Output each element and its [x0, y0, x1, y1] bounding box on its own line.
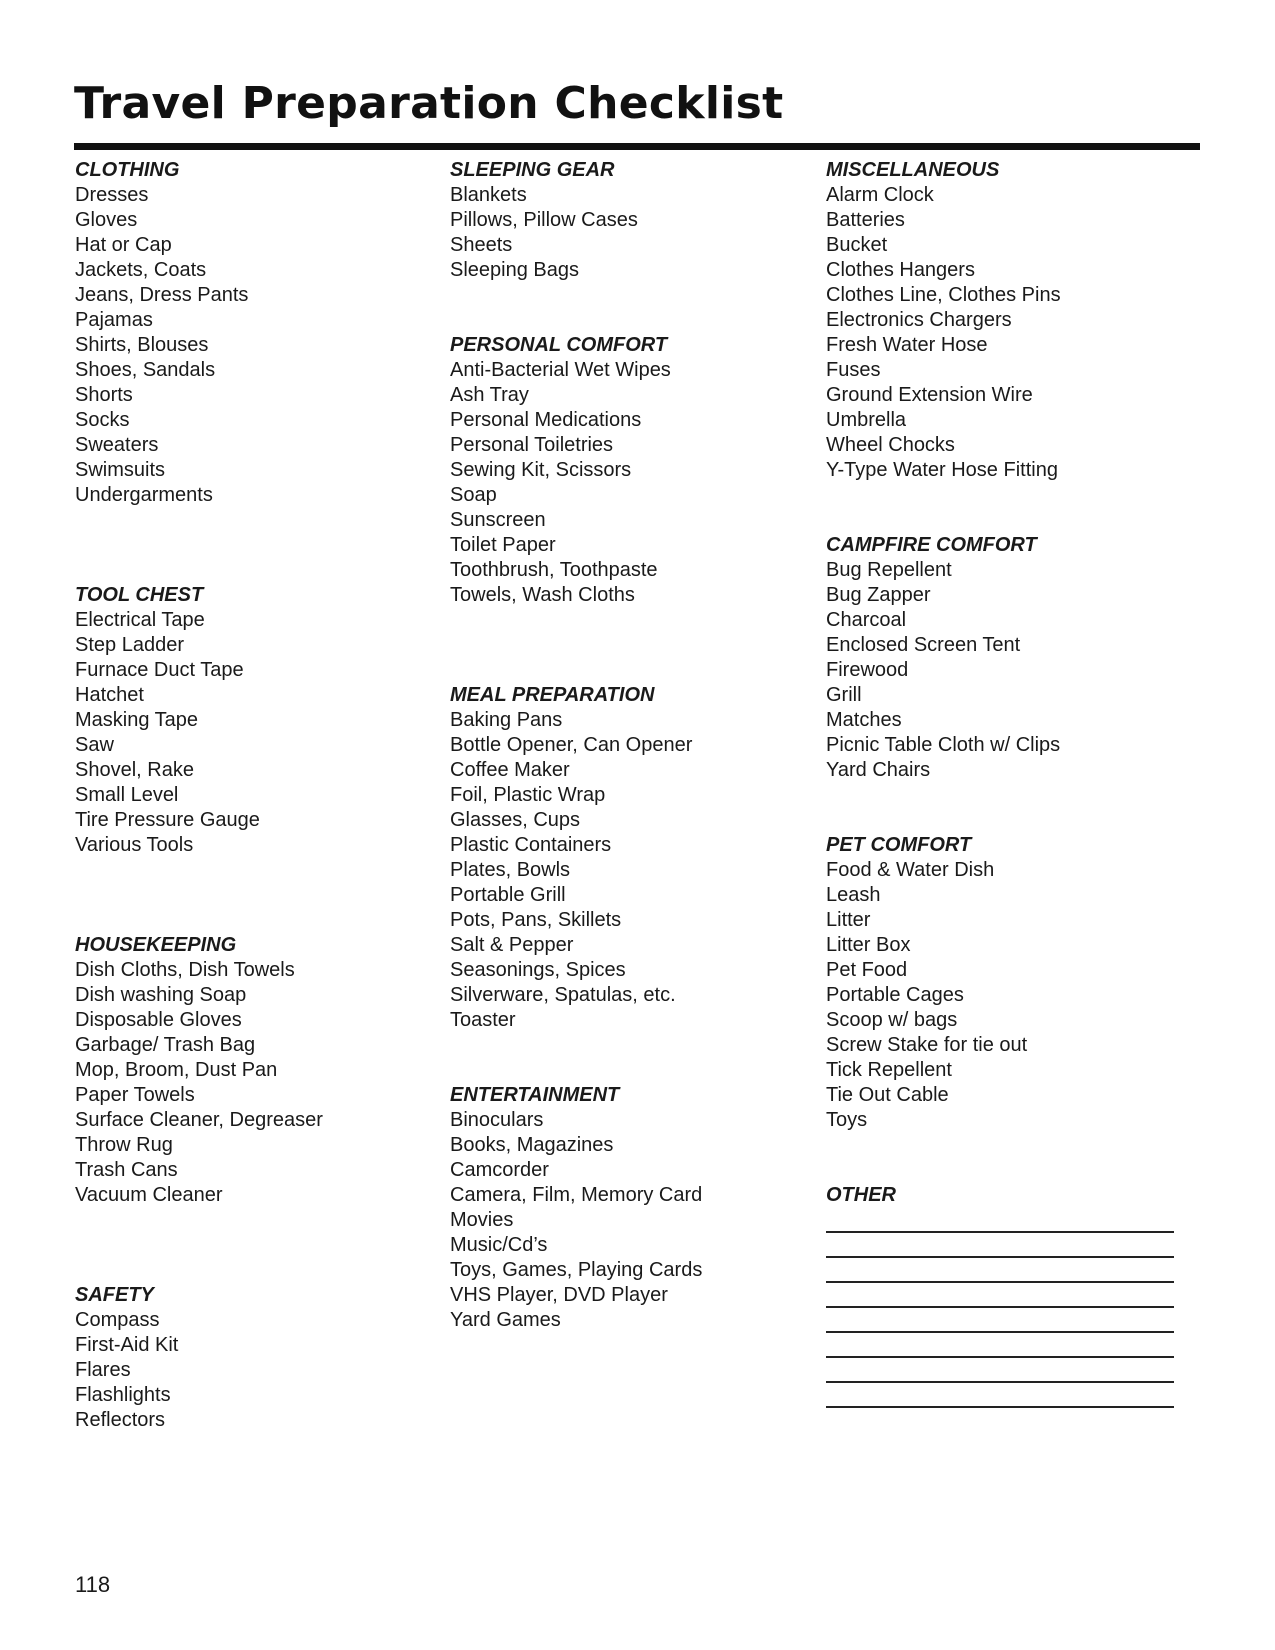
checklist-item: Ground Extension Wire — [826, 384, 1033, 406]
page-number: 118 — [75, 1572, 111, 1597]
checklist-item: Toys — [826, 1109, 868, 1131]
checklist-item: Seasonings, Spices — [450, 959, 626, 981]
section-heading-pet-comfort: PET COMFORT — [826, 834, 972, 856]
section-sleeping-gear — [450, 158, 810, 283]
checklist-item: Jeans, Dress Pants — [75, 284, 249, 306]
checklist-item: Charcoal — [826, 609, 907, 631]
section-housekeeping — [75, 933, 435, 1208]
checklist-item: Swimsuits — [75, 459, 166, 481]
checklist-item: Picnic Table Cloth w/ Clips — [826, 734, 1061, 756]
section-miscellaneous — [826, 158, 1186, 483]
checklist-item: Umbrella — [826, 409, 907, 431]
checklist-item: Furnace Duct Tape — [75, 659, 244, 681]
checklist-item: Plates, Bowls — [450, 859, 571, 881]
checklist-item: Pillows, Pillow Cases — [450, 209, 638, 231]
write-in-line[interactable] — [826, 1233, 1174, 1258]
section-pet-comfort — [826, 833, 1186, 1133]
write-in-line[interactable] — [826, 1283, 1174, 1308]
checklist-item: Sheets — [450, 234, 513, 256]
checklist-item: Clothes Hangers — [826, 259, 975, 281]
checklist-item: Blankets — [450, 184, 527, 206]
checklist-item: Salt & Pepper — [450, 934, 574, 956]
checklist-item: Camera, Film, Memory Card — [450, 1184, 703, 1206]
checklist-item: Towels, Wash Cloths — [450, 584, 635, 606]
checklist-item: Toys, Games, Playing Cards — [450, 1259, 703, 1281]
checklist-item: Flares — [75, 1359, 131, 1381]
checklist-item: Screw Stake for tie out — [826, 1034, 1028, 1056]
checklist-item: Toilet Paper — [450, 534, 556, 556]
checklist-item: Tick Repellent — [826, 1059, 952, 1081]
checklist-item: Sewing Kit, Scissors — [450, 459, 632, 481]
checklist-item: Shorts — [75, 384, 133, 406]
checklist-item: Jackets, Coats — [75, 259, 207, 281]
write-in-line[interactable] — [826, 1383, 1174, 1408]
section-heading-sleeping-gear: SLEEPING GEAR — [450, 159, 615, 181]
checklist-item: Reflectors — [75, 1409, 166, 1431]
checklist-item: Anti-Bacterial Wet Wipes — [450, 359, 671, 381]
checklist-item: Y-Type Water Hose Fitting — [826, 459, 1058, 481]
write-in-line[interactable] — [826, 1333, 1174, 1358]
checklist-item: Toaster — [450, 1009, 516, 1031]
checklist-item: Batteries — [826, 209, 905, 231]
checklist-item: Pet Food — [826, 959, 908, 981]
checklist-item: Tire Pressure Gauge — [75, 809, 260, 831]
checklist-item: Mop, Broom, Dust Pan — [75, 1059, 278, 1081]
checklist-item: Movies — [450, 1209, 514, 1231]
checklist-item: Hatchet — [75, 684, 144, 706]
checklist-item: Leash — [826, 884, 881, 906]
checklist-item: Dresses — [75, 184, 149, 206]
checklist-item: Glasses, Cups — [450, 809, 581, 831]
checklist-item: Masking Tape — [75, 709, 199, 731]
checklist-item: Flashlights — [75, 1384, 171, 1406]
section-heading-entertainment: ENTERTAINMENT — [450, 1084, 620, 1106]
checklist-item: Yard Games — [450, 1309, 561, 1331]
checklist-item: Foil, Plastic Wrap — [450, 784, 606, 806]
checklist-item: Shoes, Sandals — [75, 359, 216, 381]
section-campfire-comfort — [826, 533, 1186, 783]
checklist-item: Saw — [75, 734, 114, 756]
checklist-item: Bucket — [826, 234, 888, 256]
checklist-item: Sunscreen — [450, 509, 546, 531]
checklist-item: Books, Magazines — [450, 1134, 614, 1156]
checklist-item: Binoculars — [450, 1109, 544, 1131]
checklist-item: Toothbrush, Toothpaste — [450, 559, 658, 581]
checklist-item: Tie Out Cable — [826, 1084, 949, 1106]
section-heading-clothing: CLOTHING — [75, 159, 180, 181]
checklist-item: Enclosed Screen Tent — [826, 634, 1021, 656]
checklist-item: Vacuum Cleaner — [75, 1184, 223, 1206]
checklist-item: Pajamas — [75, 309, 153, 331]
section-clothing — [75, 158, 435, 508]
checklist-item: Trash Cans — [75, 1159, 178, 1181]
checklist-item: Personal Toiletries — [450, 434, 614, 456]
checklist-item: Firewood — [826, 659, 909, 681]
checklist-item: Silverware, Spatulas, etc. — [450, 984, 676, 1006]
checklist-item: Camcorder — [450, 1159, 549, 1181]
checklist-item: Compass — [75, 1309, 160, 1331]
checklist-item: Dish Cloths, Dish Towels — [75, 959, 295, 981]
checklist-item: Coffee Maker — [450, 759, 570, 781]
checklist-item: Socks — [75, 409, 130, 431]
checklist-item: Plastic Containers — [450, 834, 612, 856]
section-heading-housekeeping: HOUSEKEEPING — [75, 934, 237, 956]
section-heading-miscellaneous: MISCELLANEOUS — [826, 159, 1000, 181]
checklist-item: Sweaters — [75, 434, 159, 456]
checklist-item: Alarm Clock — [826, 184, 934, 206]
checklist-item: Bug Repellent — [826, 559, 952, 581]
checklist-item: Throw Rug — [75, 1134, 173, 1156]
checklist-item: Litter — [826, 909, 871, 931]
checklist-item: Shirts, Blouses — [75, 334, 209, 356]
section-safety — [75, 1283, 435, 1433]
section-heading-safety: SAFETY — [75, 1284, 154, 1306]
section-meal-preparation — [450, 683, 810, 1033]
checklist-item: Electrical Tape — [75, 609, 205, 631]
checklist-item: First-Aid Kit — [75, 1334, 179, 1356]
checklist-item: Food & Water Dish — [826, 859, 995, 881]
checklist-item: Step Ladder — [75, 634, 184, 656]
checklist-item: Soap — [450, 484, 497, 506]
section-tool-chest — [75, 583, 435, 858]
checklist-item: Portable Grill — [450, 884, 566, 906]
page-title: Travel Preparation Checklist — [74, 78, 784, 129]
section-heading-meal-preparation: MEAL PREPARATION — [450, 684, 655, 706]
title-rule — [74, 143, 1200, 150]
checklist-item: Matches — [826, 709, 902, 731]
checklist-item: Personal Medications — [450, 409, 642, 431]
section-entertainment — [450, 1083, 810, 1333]
checklist-item: Bottle Opener, Can Opener — [450, 734, 693, 756]
section-other — [826, 1183, 1186, 1408]
checklist-item: Disposable Gloves — [75, 1009, 242, 1031]
checklist-item: Bug Zapper — [826, 584, 931, 606]
checklist-item: Yard Chairs — [826, 759, 931, 781]
checklist-item: Wheel Chocks — [826, 434, 955, 456]
write-in-line[interactable] — [826, 1358, 1174, 1383]
checklist-item: Baking Pans — [450, 709, 563, 731]
write-in-line[interactable] — [826, 1308, 1174, 1333]
checklist-item: Electronics Chargers — [826, 309, 1012, 331]
checklist-item: Small Level — [75, 784, 179, 806]
checklist-item: Various Tools — [75, 834, 194, 856]
section-heading-campfire-comfort: CAMPFIRE COMFORT — [826, 534, 1037, 556]
section-heading-personal-comfort: PERSONAL COMFORT — [450, 334, 668, 356]
checklist-item: Ash Tray — [450, 384, 529, 406]
checklist-item: Shovel, Rake — [75, 759, 194, 781]
checklist-item: Fresh Water Hose — [826, 334, 988, 356]
checklist-item: Portable Cages — [826, 984, 964, 1006]
checklist-item: Music/Cd’s — [450, 1234, 548, 1256]
write-in-line[interactable] — [826, 1258, 1174, 1283]
checklist-item: Dish washing Soap — [75, 984, 247, 1006]
checklist-item: Grill — [826, 684, 862, 706]
checklist-item: Clothes Line, Clothes Pins — [826, 284, 1061, 306]
checklist-item: Fuses — [826, 359, 881, 381]
write-in-line[interactable] — [826, 1208, 1174, 1233]
checklist-item: Sleeping Bags — [450, 259, 579, 281]
section-heading-tool-chest: TOOL CHEST — [75, 584, 204, 606]
checklist-item: Gloves — [75, 209, 138, 231]
checklist-item: VHS Player, DVD Player — [450, 1284, 668, 1306]
section-personal-comfort — [450, 333, 810, 608]
checklist-item: Hat or Cap — [75, 234, 172, 256]
section-heading-other: OTHER — [826, 1184, 896, 1206]
checklist-item: Scoop w/ bags — [826, 1009, 958, 1031]
checklist-item: Undergarments — [75, 484, 213, 506]
checklist-item: Pots, Pans, Skillets — [450, 909, 622, 931]
checklist-item: Garbage/ Trash Bag — [75, 1034, 256, 1056]
checklist-item: Paper Towels — [75, 1084, 195, 1106]
checklist-item: Surface Cleaner, Degreaser — [75, 1109, 323, 1131]
checklist-item: Litter Box — [826, 934, 911, 956]
